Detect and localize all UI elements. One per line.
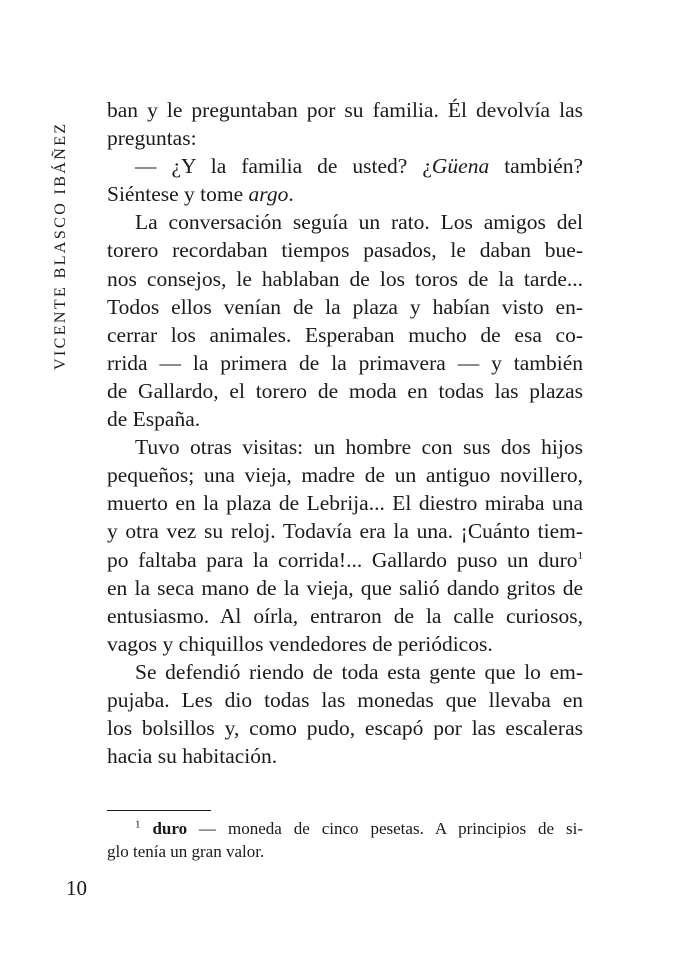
footnote-term: duro [152,819,188,838]
text-line: La conversación seguía un rato. Los amigos del [135,210,583,235]
text-line: pequeños; una vieja, madre de un antiguo novillero, [107,463,583,488]
text-line: preguntas: [107,126,197,151]
text-line: ban y le preguntaban por su familia. Él devolvía las [107,98,583,122]
footnote-number: 1 [135,818,141,831]
text-line: torero recordaban tiempos pasados, le daban bue- [107,238,583,263]
page-number: 10 [66,876,87,900]
footnote [107,817,583,863]
text-span: también? [489,154,583,179]
text-line: muerto en la plaza de Lebrija... El diestro miraba una [107,491,583,516]
text-line [107,546,583,574]
text-line: en la seca mano de la vieja, que salió dando gritos de [107,575,583,600]
text-line: cerrar los animales. Esperaban mucho de esa co- [107,322,583,347]
text-line [107,152,583,180]
text-line: Todos ellos venían de la plaza y habían visto en- [107,294,583,319]
text-line: y otra vez su reloj. Todavía era la una. ¡Cuánto tiem- [107,519,583,544]
footnote-line: glo tenía un gran valor. [107,842,265,861]
italic-word: argo [248,182,289,207]
text-line: rrida — la primera de la primavera — y también [107,350,583,375]
footnote-marker: 1 [577,549,583,562]
text-span: — ¿Y la familia de usted? ¿ [135,154,432,179]
text-line: vagos y chiquillos vendedores de periódicos. [107,631,493,656]
italic-word: Güena [431,154,490,179]
text-line: nos consejos, le hablaban de los toros de la tarde... [107,266,583,291]
running-head: VICENTE BLASCO IBÁÑEZ [52,121,69,370]
text-span: Siéntese y tome [107,182,249,207]
text-line: los bolsillos y, como pudo, escapó por las escaleras [107,716,583,741]
text-line: de España. [107,407,201,432]
text-line: entusiasmo. Al oírla, entraron de la calle curiosos, [107,603,583,628]
text-line [107,180,583,208]
text-line: Tuvo otras visitas: un hombre con sus dos hijos [135,435,583,460]
text-line: hacia su habitación. [107,744,278,769]
footnote-line [107,817,583,840]
main-text [107,96,583,770]
footnote-text: — moneda de cinco pesetas. A principios de si- [187,819,584,838]
text-line: Se defendió riendo de toda esta gente que lo em- [135,659,583,684]
text-span: po faltaba para la corrida!... Gallardo puso un duro [107,547,578,572]
text-span: . [288,182,294,207]
footnote-rule [107,810,211,811]
text-line: de Gallardo, el torero de moda en todas las plazas [107,378,583,403]
text-line: pujaba. Les dio todas las monedas que llevaba en [107,687,583,712]
